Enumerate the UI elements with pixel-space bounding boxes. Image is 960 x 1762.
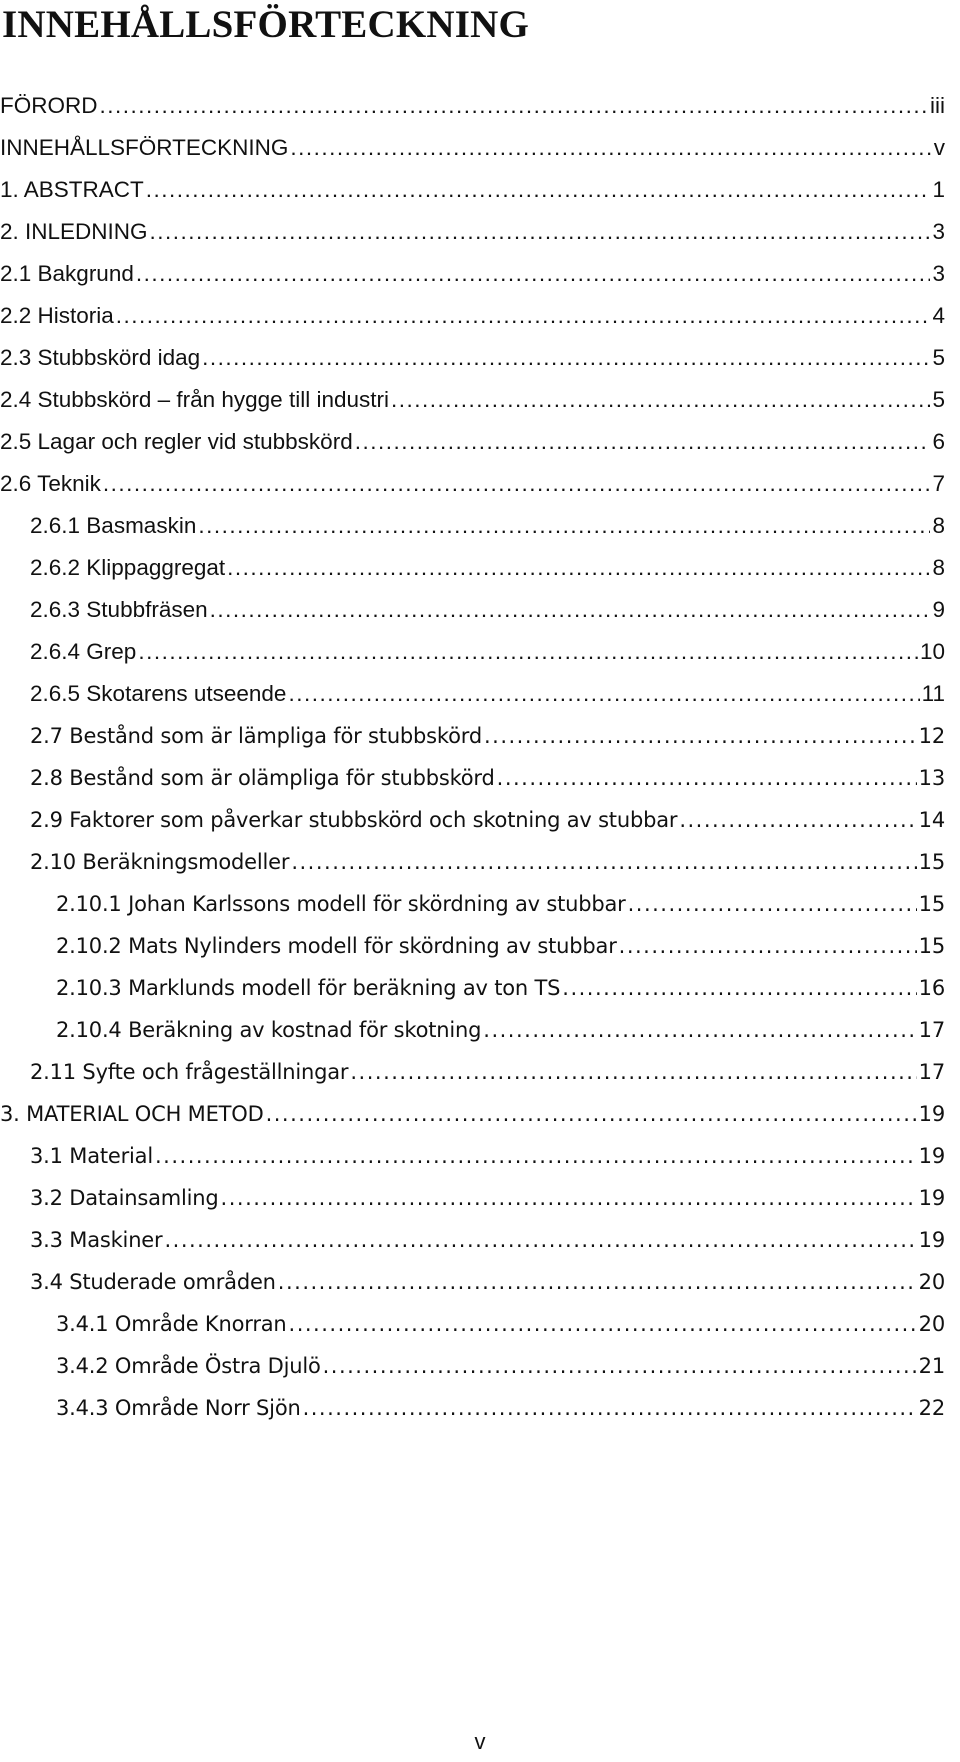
toc-dot-leader (103, 466, 931, 502)
toc-dot-leader (221, 1180, 917, 1216)
toc-entry-page: 17 (918, 1060, 945, 1084)
toc-entry[interactable] (30, 844, 945, 880)
toc-entry[interactable] (30, 1054, 945, 1090)
page-number: v (474, 1729, 486, 1754)
toc-entry-page: 9 (932, 597, 945, 622)
toc-entry-page: 19 (918, 1228, 945, 1252)
toc-entry[interactable] (56, 970, 945, 1006)
toc-entry-title: 2.6.1 Basmaskin (30, 513, 197, 538)
toc-dot-leader (288, 676, 919, 712)
toc-entry-page: 10 (919, 639, 945, 664)
toc-entry-title: 3. MATERIAL OCH METOD (0, 1102, 264, 1126)
toc-dot-leader (484, 718, 917, 754)
toc-dot-leader (116, 298, 931, 334)
toc-entry-page: 20 (918, 1270, 945, 1294)
toc-entry[interactable] (0, 88, 945, 124)
toc-entry-title: 2.11 Syfte och frågeställningar (30, 1060, 349, 1084)
toc-dot-leader (679, 802, 916, 838)
toc-entry[interactable] (56, 1306, 945, 1342)
toc-entry[interactable] (30, 1222, 945, 1258)
toc-entry[interactable] (0, 298, 945, 334)
toc-entry[interactable] (0, 424, 945, 460)
toc-dot-leader (350, 1054, 916, 1090)
toc-dot-leader (391, 382, 931, 418)
toc-entry-page: 20 (918, 1312, 945, 1336)
toc-dot-leader (291, 844, 916, 880)
toc-entry-page: 5 (932, 387, 945, 412)
toc-entry-title: 2.10.3 Marklunds modell för beräkning av ton TS (56, 976, 561, 1000)
toc-entry-title: 2.8 Bestånd som är olämpliga för stubbskörd (30, 766, 495, 790)
toc-entry-title: 3.3 Maskiner (30, 1228, 163, 1252)
page-title: INNEHÅLLSFÖRTECKNING (2, 3, 530, 46)
toc-entry-title: 2.3 Stubbskörd idag (0, 345, 201, 370)
toc-entry-page: 16 (918, 976, 945, 1000)
toc-entry-title: 3.4.2 Område Östra Djulö (56, 1354, 321, 1378)
toc-entry[interactable] (56, 928, 945, 964)
toc-entry-page: 21 (918, 1354, 945, 1378)
toc-entry-page: 11 (921, 681, 945, 706)
toc-entry-page: 22 (918, 1396, 945, 1420)
toc-dot-leader (628, 886, 917, 922)
toc-dot-leader (155, 1138, 917, 1174)
toc-entry-title: 2.10.2 Mats Nylinders modell för skördning av stubbar (56, 934, 617, 958)
toc-dot-leader (100, 88, 929, 124)
toc-dot-leader (138, 634, 918, 670)
toc-entry-page: 6 (932, 429, 945, 454)
toc-entry[interactable] (30, 1264, 945, 1300)
toc-entry[interactable] (0, 214, 945, 250)
toc-entry[interactable] (0, 172, 945, 208)
toc-entry-page: 13 (918, 766, 945, 790)
toc-entry-title: 2.7 Bestånd som är lämpliga för stubbskörd (30, 724, 482, 748)
toc-dot-leader (202, 340, 930, 376)
toc-entry-title: 2.6.5 Skotarens utseende (30, 681, 287, 706)
toc-dot-leader (619, 928, 917, 964)
toc-entry-title: 2.9 Faktorer som påverkar stubbskörd och skotning av stubbar (30, 808, 678, 832)
toc-dot-leader (227, 550, 930, 586)
toc-entry-title: 2.6.2 Klippaggregat (30, 555, 226, 580)
toc-entry-page: 19 (918, 1102, 945, 1126)
toc-entry-title: 2.1 Bakgrund (0, 261, 134, 286)
toc-entry-page: 7 (932, 471, 945, 496)
toc-entry[interactable] (30, 1138, 945, 1174)
toc-dot-leader (289, 1306, 917, 1342)
toc-entry-page: v (933, 135, 945, 160)
toc-entry-title: FÖRORD (0, 93, 98, 118)
toc-entry-page: 8 (932, 513, 945, 538)
toc-entry-title: 2.6.4 Grep (30, 639, 137, 664)
toc-dot-leader (136, 256, 931, 292)
toc-entry-title: 2.2 Historia (0, 303, 114, 328)
toc-dot-leader (150, 214, 931, 250)
toc-entry-title: 2.10.4 Beräkning av kostnad för skotning (56, 1018, 482, 1042)
toc-dot-leader (497, 760, 917, 796)
toc-entry-title: 1. ABSTRACT (0, 177, 144, 202)
toc-entry[interactable] (30, 676, 945, 712)
toc-entry[interactable] (56, 1390, 945, 1426)
toc-entry[interactable] (30, 1180, 945, 1216)
toc-entry[interactable] (30, 802, 945, 838)
toc-dot-leader (210, 592, 931, 628)
toc-entry[interactable] (0, 382, 945, 418)
toc-dot-leader (198, 508, 930, 544)
toc-entry[interactable] (0, 256, 945, 292)
toc-entry-page: 5 (932, 345, 945, 370)
toc-entry-title: 3.4 Studerade områden (30, 1270, 276, 1294)
toc-entry-title: 3.4.1 Område Knorran (56, 1312, 287, 1336)
toc-entry[interactable] (56, 1348, 945, 1384)
toc-entry[interactable] (0, 1096, 945, 1132)
toc-entry-page: 15 (918, 850, 945, 874)
toc-entry-title: 3.4.3 Område Norr Sjön (56, 1396, 301, 1420)
toc-entry-title: 3.1 Material (30, 1144, 153, 1168)
toc-entry-page: 4 (932, 303, 945, 328)
toc-entry-page: 15 (918, 892, 945, 916)
toc-entry[interactable] (30, 760, 945, 796)
toc-entry-title: 2.6.3 Stubbfräsen (30, 597, 208, 622)
toc-entry-title: 2.10 Beräkningsmodeller (30, 850, 290, 874)
toc-entry-title: INNEHÅLLSFÖRTECKNING (0, 135, 289, 160)
toc-dot-leader (323, 1348, 917, 1384)
toc-entry-page: 1 (932, 177, 945, 202)
toc-entry[interactable] (0, 466, 945, 502)
toc-dot-leader (303, 1390, 917, 1426)
toc-entry[interactable] (30, 592, 945, 628)
toc-entry-page: 3 (932, 219, 945, 244)
toc-entry-title: 2. INLEDNING (0, 219, 148, 244)
toc-entry[interactable] (56, 886, 945, 922)
toc-entry[interactable] (30, 634, 945, 670)
toc-entry[interactable] (30, 508, 945, 544)
toc-dot-leader (562, 970, 916, 1006)
toc-entry-page: 17 (918, 1018, 945, 1042)
toc-dot-leader (355, 424, 931, 460)
toc-entry-title: 3.2 Datainsamling (30, 1186, 219, 1210)
toc-dot-leader (146, 172, 931, 208)
toc-entry[interactable] (30, 550, 945, 586)
toc-entry[interactable] (56, 1012, 945, 1048)
toc-entry-page: 14 (918, 808, 945, 832)
toc-entry-title: 2.10.1 Johan Karlssons modell för skördning av stubbar (56, 892, 626, 916)
toc-dot-leader (164, 1222, 916, 1258)
toc-entry[interactable] (0, 340, 945, 376)
toc-dot-leader (266, 1096, 917, 1132)
toc-entry-page: 8 (932, 555, 945, 580)
toc-entry-page: 15 (918, 934, 945, 958)
toc-entry-title: 2.4 Stubbskörd – från hygge till industri (0, 387, 389, 412)
toc-entry[interactable] (30, 718, 945, 754)
toc-entry[interactable] (0, 130, 945, 166)
toc-entry-page: 19 (918, 1144, 945, 1168)
toc-entry-page: iii (930, 93, 945, 118)
toc-entry-page: 3 (932, 261, 945, 286)
toc-entry-title: 2.5 Lagar och regler vid stubbskörd (0, 429, 353, 454)
toc-entry-page: 12 (918, 724, 945, 748)
toc-dot-leader (278, 1264, 917, 1300)
toc-dot-leader (290, 130, 931, 166)
toc-dot-leader (483, 1012, 916, 1048)
toc-entry-title: 2.6 Teknik (0, 471, 101, 496)
toc-entry-page: 19 (918, 1186, 945, 1210)
